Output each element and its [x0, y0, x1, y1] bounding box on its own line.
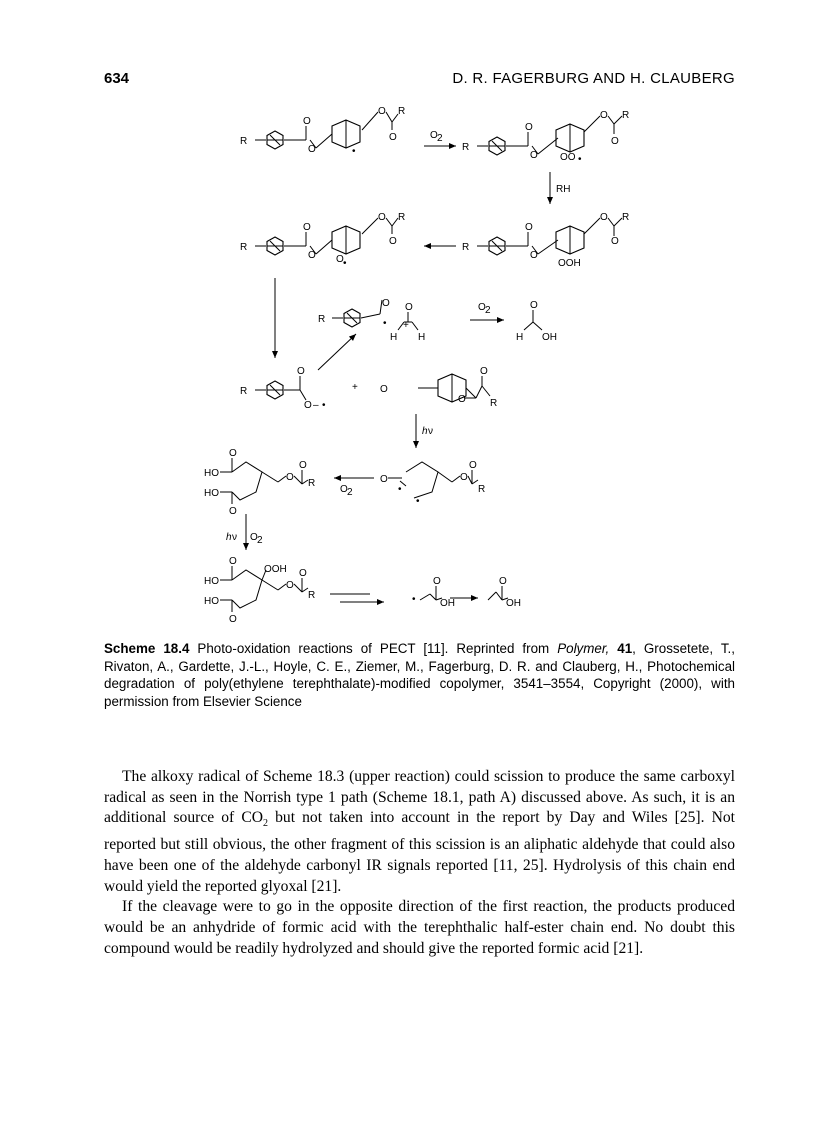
scheme-label-o: O [303, 222, 311, 233]
paragraph-text: but not taken into account in the report by Day and Wiles [25]. Not reported but still obvious, the other fragment of this scission is an aliphatic aldehyde that could also have been one of the aldehyde carbonyl IR signals reported [11, 25]. Hydrolysis of this chain end would yield the reported glyoxal [21]. [104, 809, 736, 895]
reaction-scheme [180, 100, 740, 630]
scheme-label-rh: RH [556, 184, 571, 195]
scheme-label-o: O [499, 576, 507, 587]
scheme-label-o: O [611, 136, 619, 147]
scheme-label-r: R [240, 386, 248, 397]
scheme-label-h: h [422, 426, 428, 437]
scheme-label-o: O [297, 366, 305, 377]
scheme-label-o2: O [250, 532, 258, 543]
scheme-label-r: R [308, 478, 316, 489]
caption-text: , Grossetete, T., Rivaton, A., Gardette, J.-L., Hoyle, C. E., Ziemer, M., Fagerburg, D. R. and Clauberg, H., Photochemical degradation of poly(ethylene terephthalate)-modified copolymer, 3541–3554, Copyright (2000), with permission from Elsevier Science [104, 641, 735, 709]
scheme-label-o: O [530, 250, 538, 261]
scheme-radical-dot: • [343, 258, 347, 269]
scheme-plus: + [352, 382, 358, 393]
scheme-radical-dot: • [322, 400, 326, 411]
scheme-label-h: H [390, 332, 398, 343]
scheme-label-ooh: OOH [264, 564, 287, 575]
scheme-caption [104, 640, 735, 710]
scheme-label-o: O [389, 236, 397, 247]
scheme-label-o: O [229, 448, 237, 459]
scheme-label-oh: OH [440, 598, 455, 609]
scheme-label-o: O [525, 222, 533, 233]
subscript: 2 [263, 818, 269, 830]
scheme-label-o: O [600, 212, 608, 223]
scheme-label-o: O [229, 506, 237, 517]
scheme-label-o: O [389, 132, 397, 143]
scheme-label-o: O [380, 384, 388, 395]
scheme-label-oh: OH [506, 598, 521, 609]
scheme-label-nu: ν [428, 426, 433, 437]
scheme-label-o: O [303, 116, 311, 127]
scheme-label-o: O [308, 250, 316, 261]
scheme-label-r: R [318, 314, 326, 325]
scheme-label-o: O [286, 472, 294, 483]
scheme-label-r: R [490, 398, 498, 409]
scheme-label-r: R [622, 110, 630, 121]
scheme-label-o: O [600, 110, 608, 121]
caption-journal: Polymer, [557, 641, 610, 656]
scheme-radical-dot: • [412, 594, 416, 605]
scheme-plus: + [403, 320, 409, 331]
scheme-label-o: O [229, 556, 237, 567]
scheme-label-o: O [525, 122, 533, 133]
scheme-radical-dot: • [416, 496, 420, 507]
scheme-label-o: O [469, 460, 477, 471]
scheme-label-o: O [382, 298, 390, 309]
page-number: 634 [104, 70, 130, 87]
caption-volume: 41 [617, 641, 633, 656]
scheme-label-r: R [462, 242, 470, 253]
running-head: D. R. FAGERBURG AND H. CLAUBERG [452, 70, 735, 87]
scheme-label-oo-radical: OO [560, 152, 576, 163]
scheme-label-o: O [336, 254, 344, 265]
scheme-subscript-2: 2 [257, 535, 263, 546]
scheme-label-o: O [530, 300, 538, 311]
scheme-radical-dot: • [352, 146, 356, 157]
scheme-label-o: O [611, 236, 619, 247]
scheme-label-h: h [226, 532, 232, 543]
caption-label: Scheme 18.4 [104, 641, 190, 656]
paragraph [104, 767, 735, 897]
scheme-label-o2: O [340, 484, 348, 495]
scheme-radical-dot: • [383, 318, 387, 329]
scheme-label-oh: OH [542, 332, 557, 343]
scheme-label-r: R [478, 484, 486, 495]
scheme-radical-dot: • [578, 154, 582, 165]
scheme-label-ho: HO [204, 468, 219, 479]
scheme-subscript-2: 2 [485, 305, 491, 316]
scheme-label-o: O [530, 150, 538, 161]
scheme-label-o: O [308, 144, 316, 155]
scheme-label-o: O [286, 580, 294, 591]
scheme-label-r: R [622, 212, 630, 223]
scheme-label-r: R [308, 590, 316, 601]
scheme-label-o: O [433, 576, 441, 587]
scheme-label-o: O [405, 302, 413, 313]
scheme-label-ooh: OOH [558, 258, 581, 269]
scheme-label-o: O [458, 394, 466, 405]
scheme-label-o: O [299, 460, 307, 471]
scheme-label-r: R [240, 242, 248, 253]
scheme-label-ho: HO [204, 596, 219, 607]
scheme-label-o: O [299, 568, 307, 579]
scheme-subscript-2: 2 [437, 133, 443, 144]
scheme-label-ho: HO [204, 576, 219, 587]
scheme-label-o: O [378, 106, 386, 117]
paragraph: If the cleavage were to go in the opposite direction of the first reaction, the products produced would be an anhydride of formic acid with the terephthalic half-ester chain end. No doubt this compound would be readily hydrolyzed and should give the reported formic acid [21]. [104, 898, 735, 957]
body-text [104, 767, 735, 959]
scheme-label-r: R [398, 106, 406, 117]
scheme-label-o: O [480, 366, 488, 377]
scheme-label-nu: ν [232, 532, 237, 543]
scheme-label-o: O [229, 614, 237, 625]
page-header [104, 70, 735, 92]
scheme-label-o: O [460, 472, 468, 483]
scheme-label-h: H [516, 332, 524, 343]
scheme-drawing [180, 100, 740, 630]
scheme-label-o: O [380, 474, 388, 485]
scheme-label-ho: HO [204, 488, 219, 499]
scheme-subscript-2: 2 [347, 487, 353, 498]
caption-text: Photo-oxidation reactions of PECT [11]. Reprinted from [189, 641, 558, 656]
scheme-label-r: R [462, 142, 470, 153]
scheme-label-o2: O [430, 130, 438, 141]
scheme-radical-dot: • [398, 484, 402, 495]
scheme-bond-dash: – [313, 400, 319, 411]
scheme-label-h: H [418, 332, 426, 343]
scheme-label-o2: O [478, 302, 486, 313]
scheme-label-o: O [304, 400, 312, 411]
scheme-label-o: O [378, 212, 386, 223]
paragraph-text: The alkoxy radical of Scheme 18.3 (upper reaction) could scission to produce the same carboxyl radical as seen in the Norrish type 1 path (Scheme 18.1, path A) discussed above. As such, it is an additional source of CO [104, 768, 735, 827]
scheme-label-r: R [240, 136, 248, 147]
scheme-label-r: R [398, 212, 406, 223]
